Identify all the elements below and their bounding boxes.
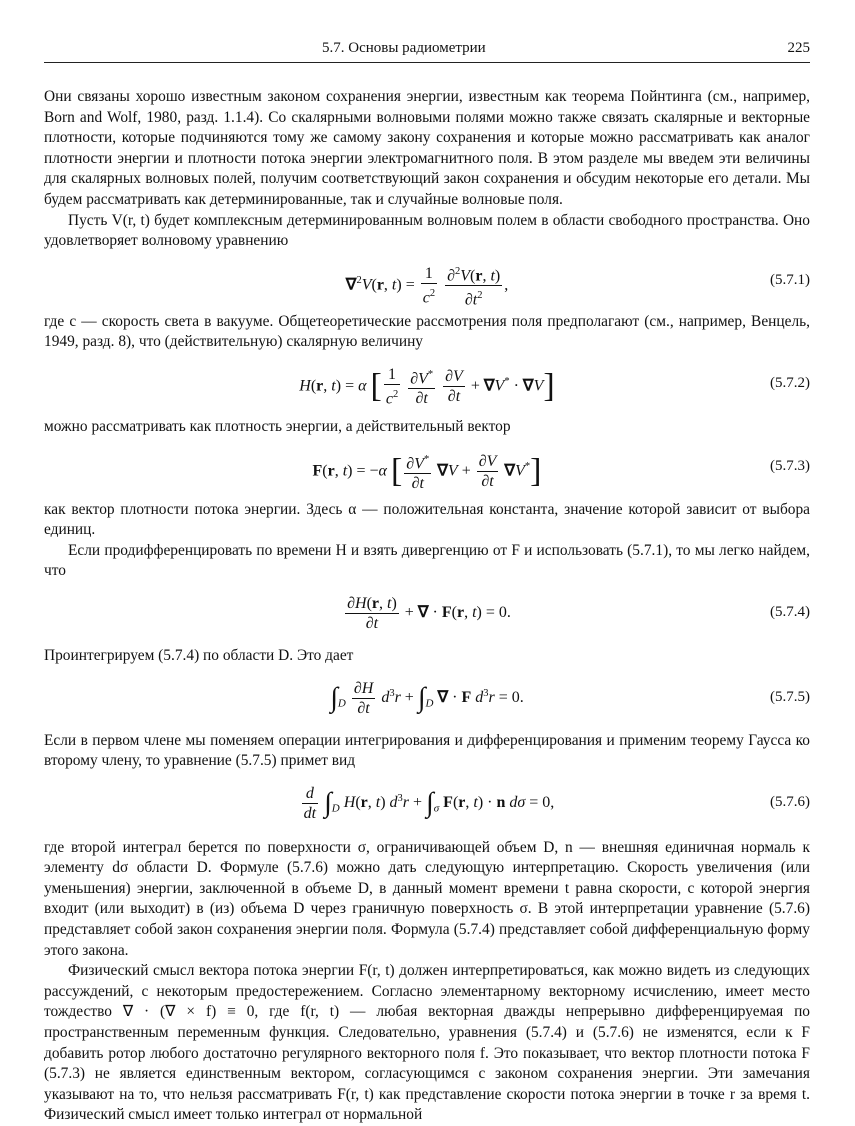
paragraph: где второй интеграл берется по поверхности σ, ограничивающей объем D, n — внешняя единичная нормаль к элементу dσ области D. Формуле (5.7.6) можно дать следующую интерпретацию. Скорость увеличения (или уменьшения) энергии, заключенной в объеме D, в данный момент времени t равна скорости, с которой энергия входит (или выходит) в (из) объема D через граничную поверхность σ. В этой интерпретации уравнение (5.7.6) представляет собой закон сохранения энергии поля. Формула (5.7.4) представляет собой дифференциальную форму этого закона. (44, 838, 810, 959)
equation-5-7-3: F(r, t) = −α [ $\frac{\partial V^*}{\partial t}$ ∇V + $\frac{\partial V}{\partial t}$ ∇V*] (5.7.3) (44, 438, 810, 500)
running-header (44, 38, 810, 63)
equation-5-7-6: $\frac{d}{dt}$ $\int_D$ H(r, t) $d^3r + \int_\sigma$ F(r, t) · n dσ = 0, (5.7.6) (303, 784, 810, 822)
equation-number: (5.7.3) (770, 457, 810, 474)
paragraph: Проинтегрируем (5.7.4) по области D. Это дает (44, 646, 354, 664)
page (44, 38, 810, 1126)
paragraph: как вектор плотности потока энергии. Здесь α — положительная константа, значение которой зависит от выбора единиц. (44, 500, 810, 539)
page-number: 225 (787, 40, 810, 56)
equation-5-7-1: ∇$^2$V(r, t) = $\frac{1}{c^2}$ $\frac{\partial^2V(r, t)}{\partial t^2}$ , (5.7.1) (44, 252, 810, 312)
paragraph: Если продифференцировать по времени H и взять дивергенцию от F и использовать (5.7.1), то мы легко найдем, что (44, 541, 810, 580)
paragraph: где c — скорость света в вакууме. Общетеоретические рассмотрения поля предполагают (см., например, Венцель, 1949, разд. 8), что (действительную) скалярную величину (44, 312, 810, 351)
running-title: 5.7. Основы радиометрии (322, 40, 486, 56)
equation-number: (5.7.1) (770, 271, 810, 288)
paragraph: Физический смысл вектора потока энергии F(r, t) должен интерпретироваться, как можно видеть из следующих рассуждений, с некоторым предостережением. Согласно элементарному векторному исчислению, имеет место тождество ∇ · (∇ × f) ≡ 0, где f(r, t) — любая векторная дважды непрерывно дифференцируемая по пространственным переменным функция. Следовательно, уравнения (5.7.4) и (5.7.6) не изменятся, если к F добавить ротор любого достаточно регулярного векторного поля f. Это показывает, что вектор плотности потока F (5.7.3) не является единственным вектором, согласующимся с законом сохранения энергии. Эти замечания указывают на то, что нельзя рассматривать F(r, t) как представление скорости потока энергии в точке r за время t. Физический смысл имеет только интеграл от нормальной (44, 962, 810, 1124)
equation-number: (5.7.4) (770, 603, 810, 620)
paragraph: Они связаны хорошо известным законом сохранения энергии, известным как теорема Пойнтинга (см., например, Born and Wolf, 1980, разд. 1.1.4). Со скалярными волновыми полями можно также связать скалярные и векторные плотности, которые подчиняются тому же самому закону сохранения и которые можно рассматривать как аналог плотности энергии и плотности потока энергии электромагнитного поля. В этом разделе мы введем эти величины для скалярных волновых полей, получим соответствующий закон сохранения и обсудим некоторые его детали. Мы будем рассматривать как детерминированные, так и случайные волновые поля. (44, 88, 810, 208)
equation-number: (5.7.5) (770, 688, 810, 705)
equation-5-7-5: $\int_D$ $\frac{\partial H}{\partial t}$ $d^3r + \int_D$ ∇ · F $d^3r = 0$. (5.7.5) (330, 679, 810, 717)
equation-number: (5.7.2) (770, 374, 810, 391)
paragraph: Пусть V(r, t) будет комплексным детерминированным волновым полем в области свободного пространства. Оно удовлетворяет волновому уравнению (44, 211, 810, 250)
paragraph: Если в первом члене мы поменяем операции интегрирования и дифференцирования и применим теорему Гаусса ко второму члену, то уравнение (5.7.5) примет вид (44, 731, 810, 770)
equation-5-7-2: H(r, t) = α [ $\frac{1}{c^2}$ $\frac{\partial V^*}{\partial t}$ $\frac{\partial V}{\partial t}$ + ∇V* · ∇V] (5.7.2) (299, 365, 810, 408)
paragraph: можно рассматривать как плотность энергии, а действительный вектор (44, 417, 511, 435)
equation-number: (5.7.6) (770, 793, 810, 810)
equation-5-7-4: $\frac{\partial H(r, t)}{\partial t}$ + ∇ · F(r, t) = 0. (5.7.4) (347, 594, 810, 632)
